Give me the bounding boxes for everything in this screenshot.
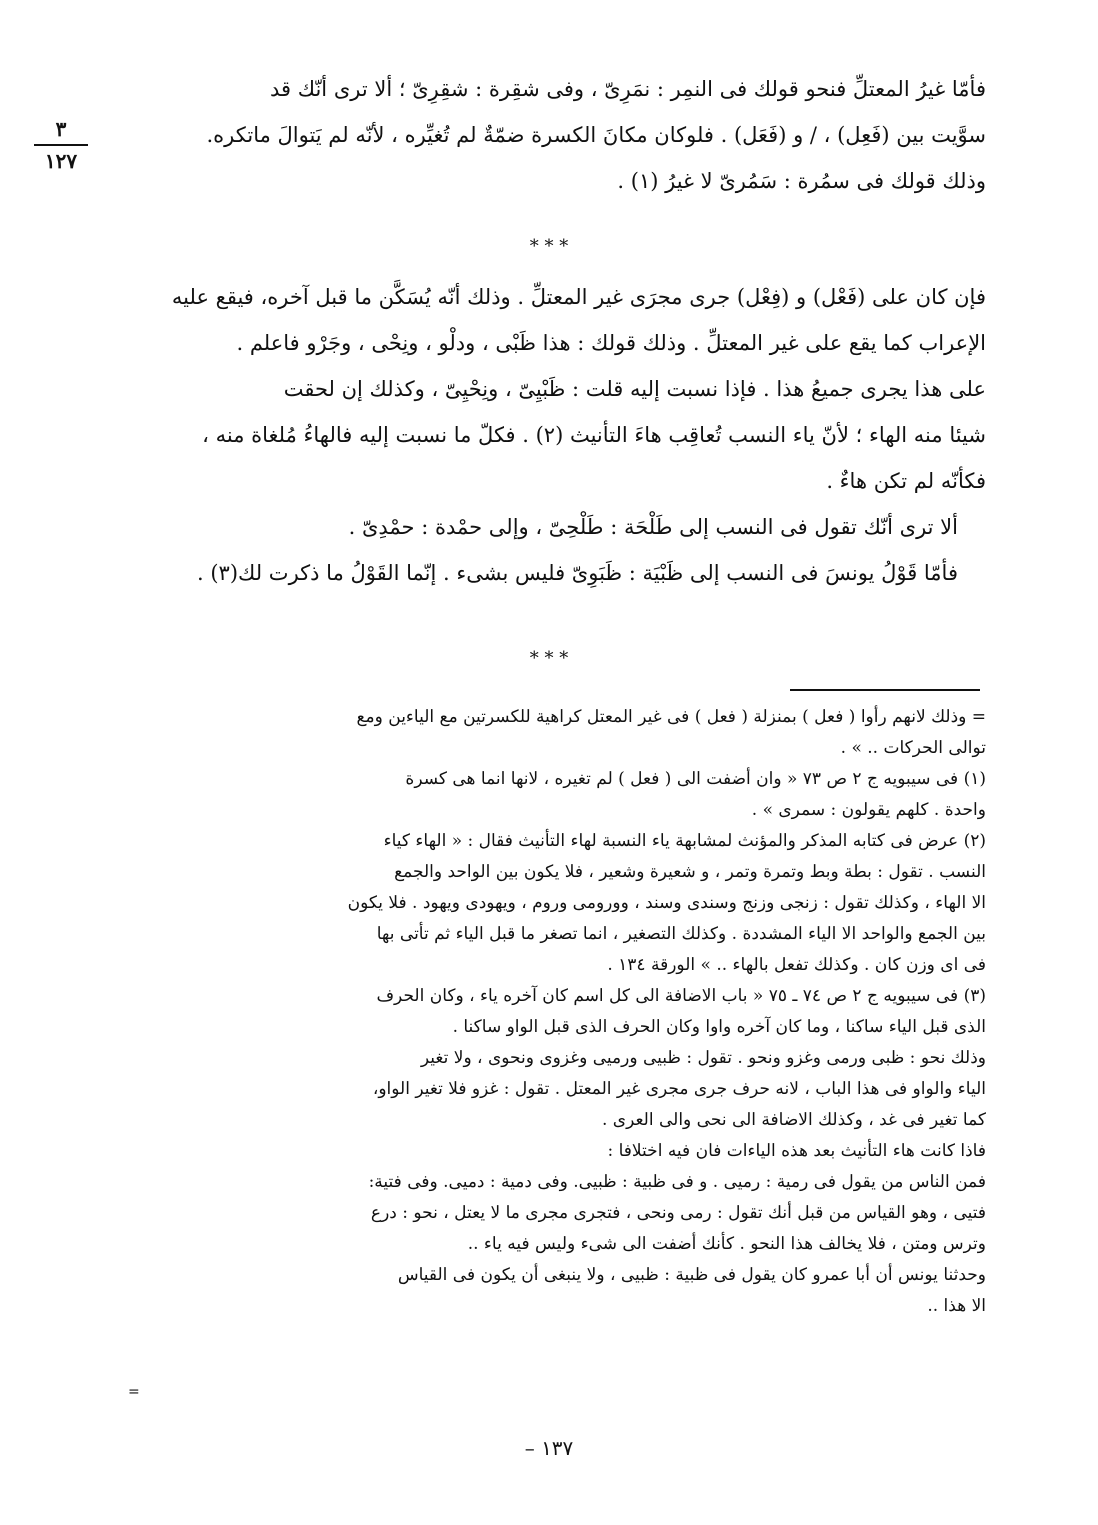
footnote-line: فمن الناس من يقول فى رمية : رميى . و فى ظبية : ظبيى. وفى دمية : دميى. وفى فتية: (368, 1172, 986, 1192)
footnote-line: (١) فى سيبويه ج ٢ ص ٧٣ « وان أضفت الى ( فعل ) لم تغيره ، لانها انما هى كسرة (405, 769, 986, 789)
text-line: الإعراب كما يقع على غير المعتلِّ . وذلك قولك : هذا ظَبْى ، ودلْو ، ونِحْى ، وجَرْو فاعلم . (236, 331, 986, 355)
footnote-line: وترس ومتن ، فلا يخالف هذا النحو . كأنك أضفت الى شىء وليس فيه ياء .. (467, 1234, 986, 1254)
footnote-continuation-mark: = (128, 1384, 140, 1400)
footnote-line: واحدة . كلهم يقولون : سمرى » . (751, 800, 986, 820)
margin-reference (34, 116, 88, 174)
footnote-line: كما تغير فى غد ، وكذلك الاضافة الى نحى والى العرى . (601, 1110, 986, 1130)
text-line: على هذا يجرى جميعُ هذا . فإذا نسبت إليه قلت : ظَبْيِىّ ، ونِحْيِىّ ، وكذلك إن لحقت (283, 377, 986, 401)
text-line: فإن كان على (فَعْل) و (فِعْل) جرى مجرَى غير المعتلِّ . وذلك أنّه يُسَكَّن ما قبل آخره، فيقع عليه (171, 285, 986, 309)
footnotes (126, 702, 986, 1322)
margin-ref-top: ٣ (55, 117, 67, 141)
text-line: وذلك قولك فى سمُرة : سَمُرىّ لا غيرُ (١) . (617, 169, 986, 193)
footnote-rule (790, 689, 980, 691)
section-2 (126, 274, 986, 596)
text-line: فكأنّه لم تكن هاءٌ . (826, 469, 986, 493)
footnote-line: (٢) عرض فى كتابه المذكر والمؤنث لمشابهة ياء النسبة لهاء التأنيث فقال : « الهاء كياء (383, 831, 986, 851)
margin-ref-bottom: ١٢٧ (44, 149, 78, 173)
section-separator: * * * (529, 236, 569, 257)
footnote-line: الا هذا .. (927, 1296, 986, 1316)
text-line: شيئا منه الهاء ؛ لأنّ ياء النسب تُعاقِب هاءَ التأنيث (٢) . فكلّ ما نسبت إليه فالهاءُ مُلغاة منه ، (202, 423, 986, 447)
section-1 (126, 66, 986, 204)
footnote-line: بين الجمع والواحد الا الياء المشددة . وكذلك التصغير ، انما تصغر ما قبل الياء ثم تأتى بها (376, 924, 986, 944)
footnote-line: وذلك نحو : ظبى ورمى وغزو ونحو . تقول : ظبيى ورميى وغزوى ونحوى ، ولا تغير (420, 1048, 986, 1068)
text-line: سوَّيت بين (فَعِل) ، / و (فَعَل) . فلوكان مكانَ الكسرة ضمّةٌ لم تُغيِّره ، لأنّه لم يَتوالَ ماتكره. (206, 123, 986, 147)
footnote-line: وحدثنا يونس أن أبا عمرو كان يقول فى ظبية : ظبيى ، ولا ينبغى أن يكون فى القياس (397, 1265, 986, 1285)
footnote-line: الا الهاء ، وكذلك تقول : زنجى وزنج وسندى وسند ، وورومى وروم ، ويهودى ويهود . فلا يكون (347, 893, 986, 913)
footnote-line: فاذا كانت هاء التأنيث بعد هذه الياءات فان فيه اختلافا : (607, 1141, 986, 1161)
text-line: فأمّا قَوْلُ يونسَ فى النسب إلى ظَبْيَة : ظَبَوِىّ فليس بشىء . إنّما القَوْلُ ما ذكرت لك(٣) . (197, 561, 958, 585)
section-separator: * * * (529, 648, 569, 669)
margin-ref-divider (34, 144, 88, 146)
footnote-line: توالى الحركات .. » . (840, 738, 986, 758)
text-line: فأمّا غيرُ المعتلِّ فنحو قولك فى النمِر : نمَرِىّ ، وفى شقِرة : شقِرِىّ ؛ ألا ترى أنّك قد (270, 77, 986, 101)
footnote-line: النسب . تقول : بطة وبط وتمرة وتمر ، و شعيرة وشعير ، فلا يكون بين الواحد والجمع (394, 862, 986, 882)
footnote-line: = وذلك لانهم رأوا ( فعل ) بمنزلة ( فعل ) فى غير المعتل كراهية للكسرتين مع الياءين ومع (356, 707, 986, 727)
page-number: – ١٣٧ (524, 1436, 574, 1460)
footnote-line: (٣) فى سيبويه ج ٢ ص ٧٤ ـ ٧٥ « باب الاضافة الى كل اسم كان آخره ياء ، وكان الحرف (376, 986, 986, 1006)
text-line: ألا ترى أنّك تقول فى النسب إلى طَلْحَة : طَلْحِىّ ، وإلى حمْدة : حمْدِىّ . (348, 515, 958, 539)
footnote-line: فتيى ، وهو القياس من قبل أنك تقول : رمى ونحى ، فتجرى مجرى ما لا يعتل ، نحو : درع (370, 1203, 986, 1223)
footnote-line: الياء والواو فى هذا الباب ، لانه حرف جرى مجرى غير المعتل . تقول : غزو فلا تغير الواو، (372, 1079, 986, 1099)
footnote-line: فى اى وزن كان . وكذلك تفعل بالهاء .. » الورقة ١٣٤ . (607, 955, 986, 975)
footnote-line: الذى قبل الياء ساكنا ، وما كان آخره واوا وكان الحرف الذى قبل الواو ساكنا . (452, 1017, 986, 1037)
